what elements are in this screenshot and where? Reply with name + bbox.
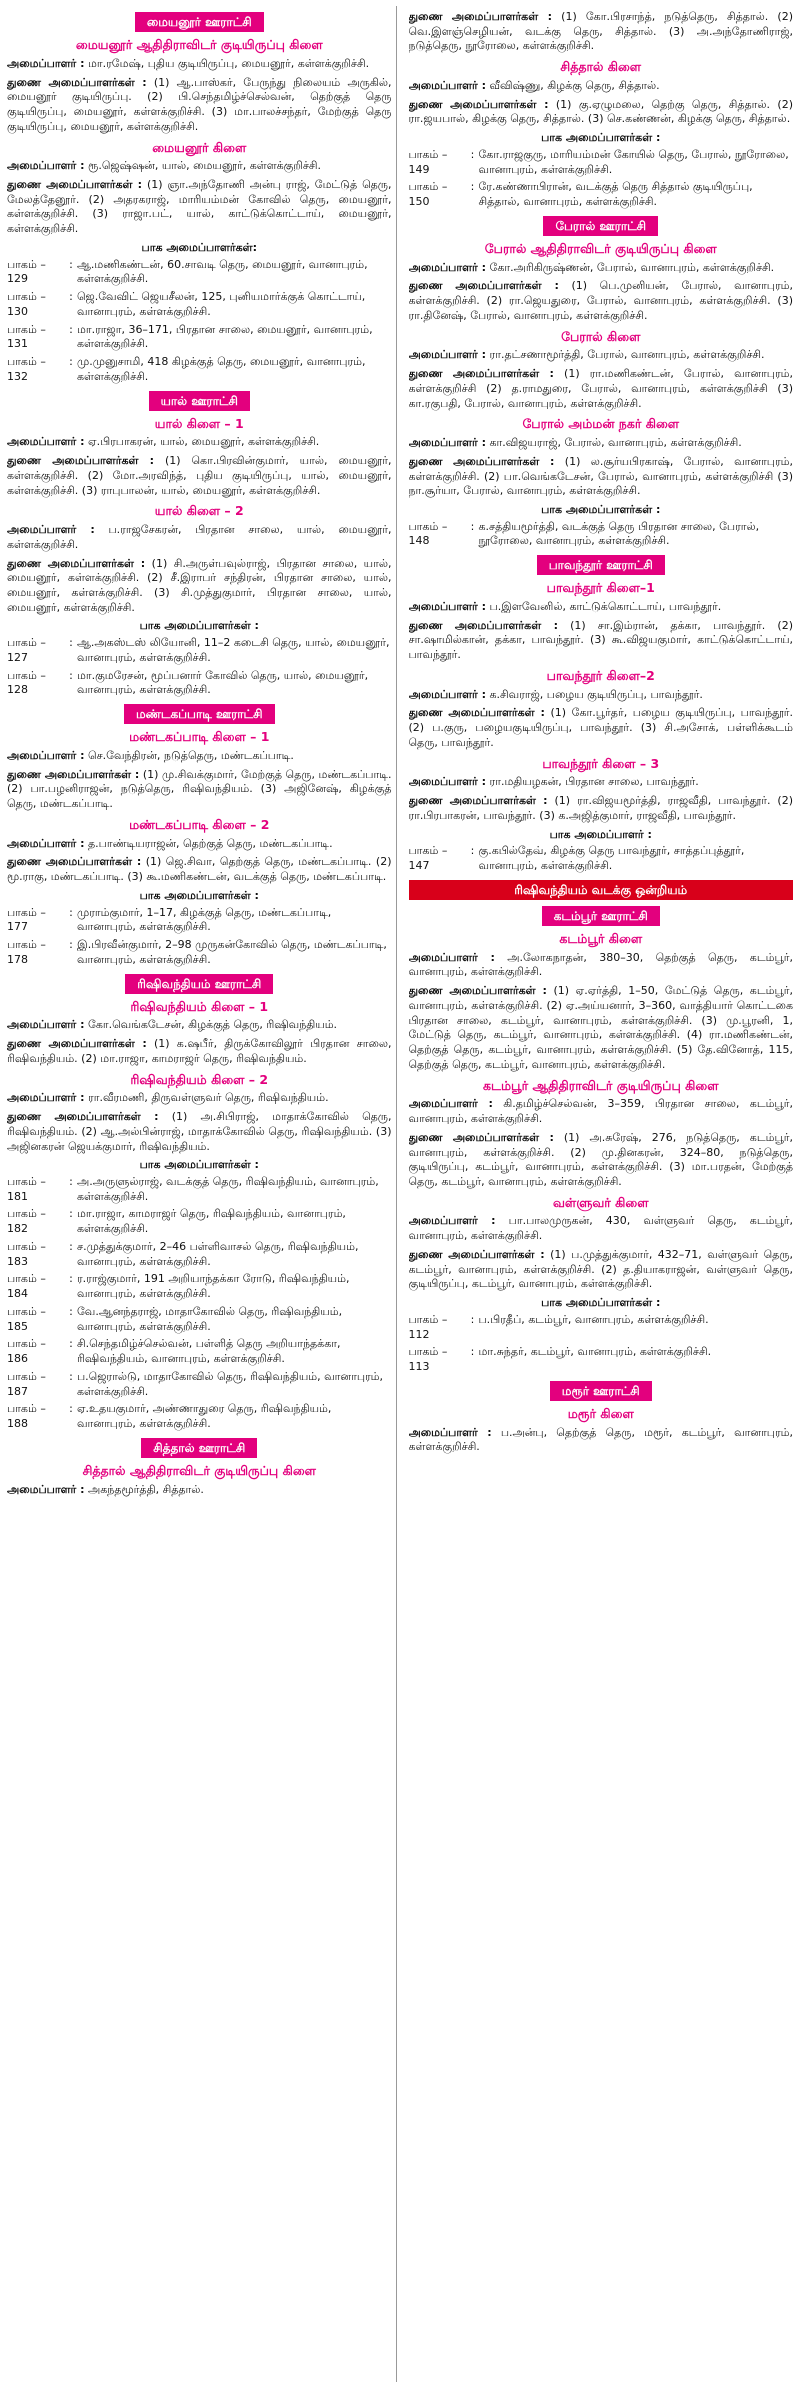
- branch-title: ரிஷிவந்தியம் கிளை – 2: [130, 1071, 269, 1087]
- officer-entry: [7, 159, 392, 174]
- booth-officer: கோ.ராஜகுரு, மாரியம்மன் கோயில் தெரு, பேரால், நூரோலை, வானாபுரம், கள்ளக்குறிச்சி.: [478, 147, 789, 176]
- booth-row: [7, 1337, 392, 1366]
- booth-officer: சி.செந்தமிழ்ச்செல்வன், பள்ளித் தெரு அறியாந்தக்கா, ரிஷிவந்தியம், வானாபுரம், கள்ளக்குறிச்சி.: [77, 1337, 341, 1366]
- booth-separator: :: [69, 636, 73, 650]
- panchayat-section: [7, 12, 392, 385]
- officer-entry: [7, 557, 392, 616]
- booth-officer: ஆ.மணிகண்டன், 60.சாவடி தெரு, மையனூர், வானாபுரம், கள்ளக்குறிச்சி.: [77, 257, 368, 286]
- officer-details: பா.பாலமுருகன், 430, வள்ளுவர் தெரு, கடம்பூர், வானாபுரம், கள்ளக்குறிச்சி.: [408, 1214, 793, 1243]
- officer-details: (1) சா.இம்ரான், தக்கா, பாவந்தூர். (2) சா.ஷாமில்கான், தக்கா, பாவந்தூர். (3) கூ.விஜயகுமார், காட்டுக்கொட்டாய், பாவந்தூர்.: [408, 618, 793, 662]
- booth-row: [7, 1240, 392, 1269]
- officer-entry: [7, 1018, 392, 1033]
- booth-row: [7, 290, 392, 319]
- officer-entry: [409, 951, 794, 980]
- officer-details: (1) அ.சுரேஷ், 276, நடுத்தெரு, கடம்பூர், வானாபுரம், கள்ளக்குறிச்சி. (2) மு.தினகரன், 324–80, நடுத்தெரு, குடியிருப்பு, கடம்பூர், வானாபுரம், கள்ளக்குறிச்சி. (3) மா.பரதன், மேற்குத் தெரு, கடம்பூர், வானாபுரம், கள்ளக்குறிச்சி.: [408, 1130, 793, 1188]
- officer-details: த.பாண்டியராஜன், தெற்குத் தெரு, மண்டகப்பாடி.: [84, 836, 333, 850]
- role-label: அமைப்பாளர் :: [408, 775, 487, 789]
- officer-entry: [7, 1091, 392, 1106]
- officer-entry: [409, 436, 794, 451]
- role-label: அமைப்பாளர் :: [7, 1482, 85, 1496]
- booth-heading: பாக அமைப்பாளர்கள் :: [139, 888, 259, 902]
- role-label: துணை அமைப்பாளர்கள் :: [408, 279, 559, 293]
- role-label: அமைப்பாளர் :: [7, 748, 85, 762]
- booth-officer: ப.ஜெரால்டு, மாதாகோவில் தெரு, ரிஷிவந்தியம், வானாபுரம், கள்ளக்குறிச்சி.: [77, 1369, 384, 1398]
- panchayat-heading-text: பாவந்தூர் ஊராட்சி: [537, 555, 665, 575]
- officer-entry: [409, 1131, 794, 1190]
- branch-block: [409, 59, 794, 210]
- booth-officer: ஜெ.வேவிட் ஜெயசீலன், 125, புனியமார்க்குக் கொட்டாய், வானாபுரம், கள்ளக்குறிச்சி.: [77, 290, 366, 318]
- branch-title: மண்டகப்பாடி கிளை – 1: [129, 729, 270, 745]
- panchayat-heading: [7, 974, 392, 994]
- panchayat-section: [7, 974, 392, 1432]
- booth-number: பாகம் – 128: [7, 668, 46, 697]
- branch-title: ரிஷிவந்தியம் கிளை – 1: [130, 998, 269, 1014]
- role-label: அமைப்பாளர் :: [7, 56, 85, 70]
- booth-officer: அ.அருளுல்ராஜ், வடக்குத் தெரு, ரிஷிவந்தியம், வானாபுரம், கள்ளக்குறிச்சி.: [77, 1174, 379, 1203]
- booth-separator: :: [470, 1312, 475, 1326]
- officer-entry: [7, 1483, 392, 1498]
- branch-title: பாவந்தூர் கிளை–1: [546, 580, 655, 596]
- officer-details: அ.லோகநாதன், 380–30, தெற்குத் தெரு, கடம்பூர், வானாபுரம், கள்ளக்குறிச்சி.: [408, 950, 793, 979]
- officer-entry: [409, 348, 794, 363]
- panchayat-heading: [7, 1438, 392, 1458]
- branch-block: [7, 1463, 392, 1497]
- role-label: துணை அமைப்பாளர்கள் :: [7, 177, 143, 191]
- officer-entry: [409, 794, 794, 823]
- officer-details: செ.வேந்திரன், நடுத்தெரு, மண்டகப்பாடி.: [84, 748, 294, 762]
- branch-title: பேரால் கிளை: [561, 328, 641, 344]
- branch-block: [409, 931, 794, 1073]
- branch-title: பேரால் அம்மன் நகர் கிளை: [522, 416, 680, 432]
- booth-number: பாகம் – 112: [408, 1312, 448, 1341]
- officer-details: ரா.தட்சணாமூர்த்தி, பேரால், வானாபுரம், கள்ளக்குறிச்சி.: [486, 348, 765, 362]
- booth-separator: :: [470, 1345, 475, 1359]
- officer-details: ரூ.ஜெஷ்ஷன், யால், மையனூர், கள்ளக்குறிச்சி.: [84, 159, 322, 173]
- panchayat-heading-text: மையனூர் ஊராட்சி: [135, 12, 264, 32]
- booth-separator: :: [69, 355, 73, 369]
- officer-details: (1) சி.அருள்பவுல்ராஜ், பிரதான சாலை, யால், மையனூர், கள்ளக்குறிச்சி. (2) சீ.இராபர் சந்திரன், பிரதான சாலை, யால், மையனூர், கள்ளக்குறிச்சி. (3) சி.முத்துகுமார், பிரதான சாலை, யால், மையனூர், கள்ளக்குறிச்சி.: [7, 556, 392, 614]
- officer-entry: [409, 367, 794, 411]
- booth-row: [409, 1345, 794, 1374]
- branch-block: [409, 1078, 794, 1190]
- role-label: அமைப்பாளர் :: [408, 687, 487, 701]
- role-label: துணை அமைப்பாளர்கள் :: [7, 1110, 159, 1124]
- officer-entry: [409, 1248, 794, 1292]
- right-column: [409, 6, 794, 2382]
- booth-number: பாகம் – 183: [7, 1239, 46, 1268]
- officer-details: கோ.வெங்கடேசன், கிழக்குத் தெரு, ரிஷிவந்தியம்.: [84, 1018, 338, 1032]
- branch-block: [409, 10, 794, 54]
- officer-entry: [409, 1214, 794, 1243]
- officer-entry: [409, 10, 794, 54]
- officer-entry: [7, 1037, 392, 1066]
- officer-details: கி.தமிழ்ச்செல்வன், 3–359, பிரதான சாலை, கடம்பூர், வானாபுரம், கள்ளக்குறிச்சி.: [408, 1097, 793, 1126]
- officer-details: ரா.வீரமணி, திருவள்ளுவர் தெரு, ரிஷிவந்தியம்.: [84, 1091, 329, 1105]
- booth-separator: :: [69, 1337, 73, 1351]
- branch-block: [409, 241, 794, 324]
- role-label: துணை அமைப்பாளர்கள் :: [7, 1037, 147, 1051]
- branch-title: யால் கிளை – 2: [154, 503, 244, 519]
- officer-entry: [409, 279, 794, 323]
- branch-title: மையனூர் ஆதிதிராவிடர் குடியிருப்பு கிளை: [75, 37, 323, 53]
- branch-block: [409, 329, 794, 412]
- booth-separator: :: [69, 1402, 73, 1416]
- officer-details: கோ.அரிகிருஷ்ணன், பேரால், வானாபுரம், கள்ளக்குறிச்சி.: [486, 260, 775, 274]
- role-label: துணை அமைப்பாளர்கள் :: [408, 1130, 554, 1144]
- branch-title: மையனூர் கிளை: [152, 139, 247, 155]
- role-label: அமைப்பாளர் :: [408, 78, 487, 92]
- officer-details: வீவிஷ்ணு, கிழக்கு தெரு, சித்தால்.: [486, 78, 660, 92]
- officer-details: (1) கோ.பிரசாந்த், நடுத்தெரு, சித்தால். (2) வெ.இளஞ்செழியன், வடக்கு தெரு, சித்தால். (3) அ.அந்தோணிராஜ், நடுத்தெரு, நூரோலை, கள்ளக்குறிச்சி.: [408, 10, 793, 53]
- branch-block: [409, 668, 794, 751]
- booth-officer: மா.குமரேசன், மூப்பனார் கோவில் தெரு, யால், மையனூர், வானாபுரம், கள்ளக்குறிச்சி.: [77, 668, 369, 697]
- officer-details: (1) மு.சிவக்குமார், மேற்குத் தெரு, மண்டகப்பாடி. (2) பா.பழனிராஜன், நடுத்தெரு, ரிஷிவந்தியம். (3) அஜினேஷ், கிழக்குத் தெரு, மண்டகப்பாடி.: [7, 767, 392, 811]
- panchayat-heading: [7, 704, 392, 724]
- booth-row: [409, 180, 794, 209]
- booth-row: [7, 938, 392, 967]
- newspaper-page: [7, 6, 793, 2382]
- role-label: அமைப்பாளர் :: [408, 436, 487, 450]
- branch-title: பாவந்தூர் கிளை–2: [546, 667, 655, 683]
- officer-entry: [409, 1097, 794, 1126]
- panchayat-heading-text: பேரால் ஊராட்சி: [543, 216, 658, 236]
- booth-heading: பாக அமைப்பாளர்கள் :: [541, 131, 661, 145]
- branch-block: [7, 1072, 392, 1432]
- officer-details: (1) கொ.பிரவின்குமார், யால், மையனூர், கள்ளக்குறிச்சி. (2) மோ.அரவிந்த், புதிய குடியிருப்பு, யால், மையனூர், கள்ளக்குறிச்சி. (3) ராபுபாலன், யால், மையனூர், கள்ளக்குறிச்சி.: [7, 454, 392, 497]
- branch-block: [409, 416, 794, 549]
- booth-officer: இ.பிரவீன்குமார், 2–98 முருகன்கோவில் தெரு, மண்டகப்பாடி, வானாபுரம், கள்ளக்குறிச்சி.: [77, 938, 387, 966]
- officer-details: மா.ரமேஷ், புதிய குடியிருப்பு, மையனூர், கள்ளக்குறிச்சி.: [84, 56, 370, 70]
- officer-details: (1) ப.முத்துக்குமார், 432–71, வள்ளுவர் தெரு, கடம்பூர், வானாபுரம், கள்ளக்குறிச்சி. (2) த.தியாகராஜன், வள்ளுவர் தெரு, குடியிருப்பு, கடம்பூர், வானாபுரம், கள்ளக்குறிச்சி.: [408, 1247, 793, 1291]
- officer-entry: [409, 98, 794, 127]
- booth-officer: ஏ.உதயகுமார், அண்ணாதுரை தெரு, ரிஷிவந்தியம், வானாபுரம், கள்ளக்குறிச்சி.: [77, 1402, 332, 1430]
- branch-block: [409, 1406, 794, 1455]
- booth-row: [7, 1175, 392, 1204]
- booth-row: [7, 1207, 392, 1236]
- branch-title: சித்தால் கிளை: [560, 59, 642, 75]
- role-label: அமைப்பாளர் :: [7, 836, 85, 850]
- booth-separator: :: [470, 844, 475, 858]
- officer-details: (1) ஏ.ஏர்த்தி, 1–50, மேட்டுத் தெரு, கடம்பூர், வானாபுரம், கள்ளக்குறிச்சி. (2) ஏ.அய்யனார், 3–360, வாத்தியார் கொட்டகை பிரதான சாலை, கடம்பூர், வானாபுரம், கள்ளக்குறிச்சி. (3) மு.பூரனி, 1, மேட்டுத் தெரு, கடம்பூர், வானாபுரம், கள்ளக்குறிச்சி. (4) ரா.மணிகண்டன், தெற்குத் தெரு, கடம்பூர், வானாபுரம், கள்ளக்குறிச்சி. (5) தே.வினோத், 115, தெற்குத் தெரு, கடம்பூர், வானாபுரம், கள்ளக்குறிச்சி.: [408, 984, 793, 1071]
- officer-details: (1) கு.ஏழுமலை, தெற்கு தெரு, சித்தால். (2) ரா.ஜயபால், கிழக்கு தெரு, சித்தால். (3) செ.கண்ணன், கிழக்கு தெரு, சித்தால்.: [408, 97, 793, 126]
- officer-entry: [409, 1426, 794, 1455]
- booth-officer: முராம்குமார், 1–17, கிழக்குத் தெரு, மண்டகப்பாடி, வானாபுரம், கள்ளக்குறிச்சி.: [77, 905, 332, 934]
- booth-separator: :: [69, 938, 73, 952]
- role-label: அமைப்பாளர் :: [408, 348, 487, 362]
- booth-separator: :: [69, 322, 73, 336]
- officer-details: (1) ஆ.பாஸ்கர், பேருந்து நிலையம் அருகில், மையனூர் குடியிருப்பு. (2) பி.செந்தமிழ்ச்செல்வன், தெற்குத் தெரு குடியிருப்பு, மையனூர், கள்ளக்குறிச்சி. (3) மா.பாலச்சந்தர், மேற்குத் தெரு குடியிருப்பு, மையனூர், கள்ளக்குறிச்சி.: [7, 75, 392, 133]
- booth-row: [7, 258, 392, 287]
- panchayat-heading: [409, 555, 794, 575]
- panchayat-section: [409, 10, 794, 210]
- role-label: அமைப்பாளர் :: [7, 523, 95, 537]
- branch-block: [409, 756, 794, 874]
- booth-row: [7, 636, 392, 665]
- role-label: அமைப்பாளர் :: [7, 1018, 85, 1032]
- officer-details: அகந்தமூர்த்தி, சித்தால்.: [84, 1482, 204, 1496]
- officer-details: (1) ஞா.அந்தோணி அன்பு ராஜ், மேட்டுத் தெரு, மேலத்தேனூர். (2) அதரகராஜ், மாரியம்மன் கோவில் தெரு, மையனூர், கள்ளக்குறிச்சி. (3) ராஜா.பட், யால், காட்டுக்கொட்டாய், மையனூர், கள்ளக்குறிச்சி.: [7, 177, 392, 236]
- panchayat-heading: [7, 12, 392, 32]
- booth-number: பாகம் – 113: [408, 1345, 448, 1374]
- officer-details: கா.விஜயராஜ், பேரால், வானாபுரம், கள்ளக்குறிச்சி.: [486, 436, 742, 450]
- booth-separator: :: [69, 290, 73, 304]
- panchayat-section: [409, 1381, 794, 1455]
- role-label: துணை அமைப்பாளர்கள் :: [408, 794, 548, 808]
- role-label: துணை அமைப்பாளர்கள் :: [408, 1247, 545, 1261]
- booth-number: பாகம் – 177: [7, 905, 46, 934]
- branch-block: [409, 1195, 794, 1375]
- booth-separator: :: [470, 519, 475, 533]
- officer-details: ப.ராஜசேகரன், பிரதான சாலை, யால், மையனூர், கள்ளக்குறிச்சி.: [7, 523, 392, 551]
- role-label: துணை அமைப்பாளர்கள் :: [408, 618, 558, 632]
- officer-entry: [7, 768, 392, 812]
- left-column: [7, 6, 397, 2382]
- role-label: அமைப்பாளர் :: [7, 1091, 85, 1105]
- role-label: துணை அமைப்பாளர்கள் :: [408, 984, 547, 998]
- officer-entry: [7, 454, 392, 498]
- booth-number: பாகம் – 178: [7, 938, 46, 966]
- role-label: துணை அமைப்பாளர்கள் :: [408, 10, 553, 23]
- panchayat-section: [409, 880, 794, 900]
- branch-block: [7, 416, 392, 499]
- role-label: துணை அமைப்பாளர்கள் :: [7, 556, 146, 570]
- booth-heading: பாக அமைப்பாளர்கள்:: [141, 240, 257, 254]
- booth-number: பாகம் – 130: [7, 290, 46, 318]
- branch-title: சித்தால் ஆதிதிராவிடர் குடியிருப்பு கிளை: [82, 1462, 316, 1478]
- officer-details: (1) கோ.பூர்தர், பழைய குடியிருப்பு, பாவந்தூர். (2) ப.குரு, பழையகுடியிருப்பு, பாவந்தூர். (3) சி.அசோக், பள்ளிக்கூடம் தெரு, பாவந்தூர்.: [408, 706, 793, 749]
- branch-title: வள்ளுவர் கிளை: [552, 1194, 649, 1210]
- role-label: அமைப்பாளர் :: [408, 1214, 496, 1228]
- booth-row: [7, 355, 392, 384]
- booth-row: [409, 520, 794, 549]
- panchayat-section: [409, 216, 794, 549]
- booth-officer: மா.ராஜா, காமராஜர் தெரு, ரிஷிவந்தியம், வானாபுரம், கள்ளக்குறிச்சி.: [77, 1207, 346, 1236]
- panchayat-section: [409, 555, 794, 874]
- booth-separator: :: [69, 668, 73, 682]
- panchayat-heading: [7, 391, 392, 411]
- branch-title: பேரால் ஆதிதிராவிடர் குடியிருப்பு கிளை: [484, 240, 717, 256]
- booth-separator: :: [69, 1174, 73, 1188]
- role-label: துணை அமைப்பாளர்கள் :: [7, 767, 140, 781]
- panchayat-heading-text: ரிஷிவந்தியம் ஊராட்சி: [125, 974, 273, 994]
- branch-block: [7, 37, 392, 134]
- booth-separator: :: [69, 1272, 73, 1286]
- officer-details: ரா.மதியழகன், பிரதான சாலை, பாவந்தூர்.: [486, 775, 699, 789]
- officer-entry: [7, 749, 392, 764]
- panchayat-section: [7, 391, 392, 699]
- booth-officer: ச.முத்துக்குமார், 2–46 பள்ளிவாசல் தெரு, ரிஷிவந்தியம், வானாபுரம், கள்ளக்குறிச்சி.: [77, 1239, 359, 1268]
- officer-entry: [7, 855, 392, 884]
- booth-row: [409, 148, 794, 177]
- booth-number: பாகம் – 186: [7, 1337, 46, 1366]
- booth-row: [409, 1313, 794, 1342]
- role-label: துணை அமைப்பாளர்கள் :: [408, 454, 555, 468]
- panchayat-section: [409, 906, 794, 1375]
- officer-entry: [409, 706, 794, 750]
- booth-separator: :: [69, 1207, 73, 1221]
- booth-row: [7, 1370, 392, 1399]
- branch-block: [7, 729, 392, 812]
- panchayat-heading-text: ரிஷிவந்தியம் வடக்கு ஒன்றியம்: [409, 880, 794, 900]
- officer-entry: [7, 178, 392, 237]
- panchayat-heading: [409, 1381, 794, 1401]
- panchayat-heading-text: கடம்பூர் ஊராட்சி: [542, 906, 660, 926]
- officer-entry: [409, 619, 794, 663]
- booth-officer: மா.சுந்தர், கடம்பூர், வானாபுரம், கள்ளக்குறிச்சி.: [478, 1345, 712, 1359]
- booth-number: பாகம் – 129: [7, 257, 46, 286]
- booth-number: பாகம் – 132: [7, 355, 46, 383]
- officer-details: (1) ரா.மணிகண்டன், பேரால், வானாபுரம், கள்ளக்குறிச்சி (2) த.ராமதுரை, பேரால், வானாபுரம், கள்ளக்குறிச்சி (3) கா.ரகுபதி, பேரால், வானாபுரம், கள்ளக்குறிச்சி.: [408, 367, 793, 410]
- booth-separator: :: [69, 257, 73, 271]
- booth-separator: :: [69, 1304, 73, 1318]
- booth-officer: க.சத்தியமூர்த்தி, வடக்குத் தெரு பிரதான சாலை, பேரால், நூரோலை, வானாபுரம், கள்ளக்குறிச்சி.: [478, 519, 760, 548]
- branch-block: [7, 817, 392, 968]
- booth-number: பாகம் – 185: [7, 1304, 46, 1333]
- booth-number: பாகம் – 131: [7, 322, 46, 351]
- booth-officer: மா.ராஜா, 36–171, பிரதான சாலை, மையனூர், வானாபுரம், கள்ளக்குறிச்சி.: [77, 322, 373, 351]
- branch-title: மரூர் கிளை: [567, 1405, 634, 1421]
- booth-heading: பாக அமைப்பாளர் :: [549, 827, 652, 841]
- booth-officer: ரே.கண்ணாபிரான், வடக்குத் தெரு சித்தால் குடியிருப்பு, சித்தால், வானாபுரம், கள்ளக்குறிச்சி.: [478, 180, 753, 209]
- branch-block: [409, 580, 794, 663]
- branch-title: யால் கிளை – 1: [154, 415, 244, 431]
- booth-officer: ஆ.அகஸ்டஸ் லியோனி, 11–2 கடைசி தெரு, யால், மையனூர், வானாபுரம், கள்ளக்குறிச்சி.: [77, 636, 390, 664]
- panchayat-heading-text: சித்தால் ஊராட்சி: [141, 1438, 257, 1458]
- role-label: அமைப்பாளர் :: [408, 260, 487, 274]
- booth-number: பாகம் – 184: [7, 1272, 46, 1301]
- booth-heading: பாக அமைப்பாளர்கள் :: [541, 502, 661, 516]
- branch-title: கடம்பூர் கிளை: [559, 930, 643, 946]
- officer-details: (1) ரா.விஜயமூர்த்தி, ராஜவீதி, பாவந்தூர். (2) ரா.பிரபாகரன், பாவந்தூர். (3) க.அஜித்குமார், ராஜவீதி, பாவந்தூர்.: [408, 794, 793, 822]
- booth-row: [7, 323, 392, 352]
- role-label: அமைப்பாளர் :: [408, 950, 495, 964]
- role-label: அமைப்பாளர் :: [408, 1425, 492, 1439]
- officer-entry: [7, 57, 392, 72]
- panchayat-heading: [409, 216, 794, 236]
- booth-officer: ர.ராஜ்குமார், 191 அறியாந்தக்கா ரோடு, ரிஷிவந்தியம், வானாபுரம், கள்ளக்குறிச்சி.: [77, 1272, 350, 1301]
- role-label: துணை அமைப்பாளர்கள் :: [408, 706, 545, 720]
- booth-number: பாகம் – 188: [7, 1402, 46, 1430]
- role-label: அமைப்பாளர் :: [7, 159, 85, 173]
- booth-officer: கு.கபில்தேவ், கிழக்கு தெரு பாவந்தூர், சாத்தப்புத்தூர், வானாபுரம், கள்ளக்குறிச்சி.: [478, 844, 745, 873]
- booth-row: [7, 906, 392, 935]
- officer-entry: [7, 1110, 392, 1154]
- officer-details: ஏ.பிரபாகரன், யால், மையனூர், கள்ளக்குறிச்சி.: [84, 435, 320, 449]
- booth-separator: :: [69, 1239, 73, 1253]
- panchayat-heading-text: யால் ஊராட்சி: [149, 391, 250, 411]
- booth-heading: பாக அமைப்பாளர்கள் :: [139, 1158, 259, 1172]
- booth-officer: மு.முனுசாமி, 418 கிழக்குத் தெரு, மையனூர், வானாபுரம், கள்ளக்குறிச்சி.: [77, 355, 366, 383]
- panchayat-heading-text: மரூர் ஊராட்சி: [550, 1381, 652, 1401]
- officer-details: (1) பெ.முனியன், பேரால், வானாபுரம், கள்ளக்குறிச்சி. (2) ரா.ஜெயதுரை, பேரால், வானாபுரம், கள்ளக்குறிச்சி. (3) ரா.தினேஷ், பேரால், வானாபுரம், கள்ளக்குறிச்சி.: [408, 279, 793, 322]
- role-label: துணை அமைப்பாளர்கள் :: [408, 367, 554, 381]
- officer-entry: [409, 775, 794, 790]
- booth-number: பாகம் – 149: [408, 147, 448, 176]
- booth-row: [7, 669, 392, 698]
- booth-separator: :: [69, 905, 73, 919]
- panchayat-section: [7, 1438, 392, 1498]
- officer-details: (1) அ.சிபிராஜ், மாதாக்கோவில் தெரு, ரிஷிவந்தியம். (2) ஆ.அல்பின்ராஜ், மாதாக்கோவில் தெரு, ரிஷிவந்தியம். (3) அஜினகரன் ஜெயக்குமார், ரிஷிவந்தியம்.: [7, 1110, 392, 1153]
- branch-title: கடம்பூர் ஆதிதிராவிடர் குடியிருப்பு கிளை: [483, 1077, 719, 1093]
- officer-entry: [7, 523, 392, 552]
- officer-details: (1) ஜெ.சிவா, தெற்குத் தெரு, மண்டகப்பாடி. (2) மூ.ராகு, மண்டகப்பாடி. (3) கூ.மணிகண்டன், வடக்குத் தெரு, மண்டகப்பாடி.: [7, 855, 392, 884]
- branch-block: [7, 503, 392, 698]
- booth-heading: பாக அமைப்பாளர்கள் :: [541, 1296, 661, 1310]
- branch-title: மண்டகப்பாடி கிளை – 2: [129, 816, 270, 832]
- branch-block: [7, 140, 392, 385]
- role-label: துணை அமைப்பாளர்கள் :: [7, 855, 142, 869]
- booth-number: பாகம் – 187: [7, 1369, 46, 1398]
- role-label: துணை அமைப்பாளர்கள் :: [7, 454, 155, 468]
- officer-entry: [409, 455, 794, 499]
- booth-officer: ப.பிரதீப், கடம்பூர், வானாபுரம், கள்ளக்குறிச்சி.: [478, 1312, 709, 1326]
- officer-entry: [7, 837, 392, 852]
- officer-details: (1) க.ஷபீர், திருக்கோவிலூர் பிரதான சாலை, ரிஷிவந்தியம். (2) மா.ராஜா, காமராஜர் தெரு, ரிஷிவந்தியம்.: [7, 1037, 392, 1065]
- booth-heading: பாக அமைப்பாளர்கள் :: [139, 619, 259, 633]
- officer-details: ப.அன்பு, தெற்குத் தெரு, மரூர், கடம்பூர், வானாபுரம், கள்ளக்குறிச்சி.: [408, 1425, 793, 1454]
- officer-entry: [7, 435, 392, 450]
- booth-number: பாகம் – 127: [7, 636, 46, 664]
- booth-separator: :: [69, 1369, 73, 1383]
- booth-separator: :: [470, 147, 475, 161]
- officer-details: (1) ல.சூர்யபிரகாஷ், பேரால், வானாபுரம், கள்ளக்குறிச்சி. (2) பா.வெங்கடேசன், பேரால், வானாபுரம், கள்ளக்குறிச்சி (3) நா.சூர்யா, பேரால், வானாபுரம், கள்ளக்குறிச்சி.: [408, 454, 793, 498]
- role-label: அமைப்பாளர் :: [408, 1097, 493, 1111]
- booth-row: [7, 1402, 392, 1431]
- branch-title: பாவந்தூர் கிளை – 3: [542, 755, 660, 771]
- booth-number: பாகம் – 181: [7, 1174, 46, 1203]
- booth-number: பாகம் – 148: [408, 519, 448, 548]
- booth-officer: வே.ஆனந்தராஜ், மாதாகோவில் தெரு, ரிஷிவந்தியம், வானாபுரம், கள்ளக்குறிச்சி.: [77, 1304, 343, 1333]
- booth-number: பாகம் – 147: [408, 844, 448, 873]
- officer-entry: [409, 688, 794, 703]
- booth-number: பாகம் – 150: [408, 180, 448, 209]
- role-label: துணை அமைப்பாளர்கள் :: [408, 97, 549, 111]
- booth-row: [7, 1272, 392, 1301]
- officer-entry: [409, 600, 794, 615]
- panchayat-section: [7, 704, 392, 967]
- officer-entry: [409, 984, 794, 1072]
- officer-entry: [409, 261, 794, 276]
- role-label: அமைப்பாளர் :: [408, 600, 487, 613]
- officer-details: ப.இளவேனில், காட்டுக்கொட்டாய், பாவந்தூர்.: [486, 600, 722, 613]
- panchayat-heading: [409, 906, 794, 926]
- officer-entry: [7, 76, 392, 135]
- booth-separator: :: [470, 180, 475, 194]
- role-label: துணை அமைப்பாளர்கள் :: [7, 75, 147, 89]
- branch-block: [7, 999, 392, 1067]
- booth-row: [409, 844, 794, 873]
- booth-row: [7, 1305, 392, 1334]
- panchayat-heading: [409, 880, 794, 900]
- role-label: அமைப்பாளர் :: [7, 435, 85, 449]
- officer-entry: [409, 79, 794, 94]
- panchayat-heading-text: மண்டகப்பாடி ஊராட்சி: [124, 704, 275, 724]
- officer-details: க.சிவராஜ், பழைய குடியிருப்பு, பாவந்தூர்.: [486, 687, 703, 701]
- booth-number: பாகம் – 182: [7, 1207, 46, 1236]
